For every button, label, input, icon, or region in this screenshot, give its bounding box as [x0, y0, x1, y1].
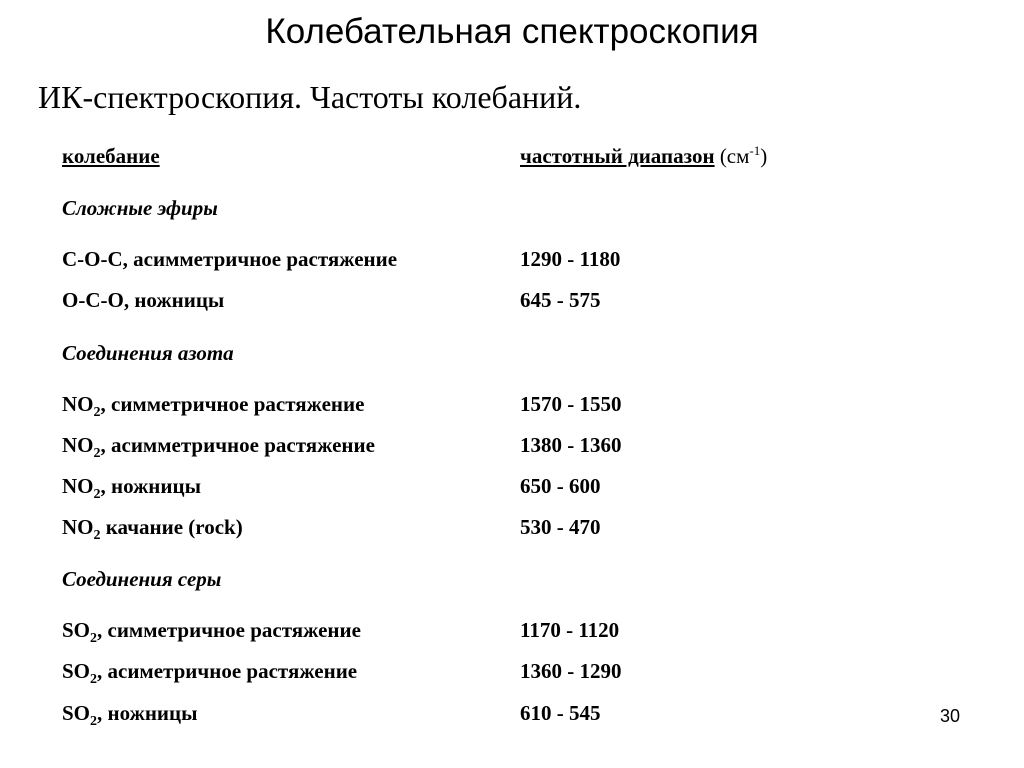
- formula-subscript: 2: [93, 405, 101, 420]
- frequency-range: 650 - 600: [520, 474, 601, 498]
- vibration-type: , асимметричное растяжение: [100, 433, 375, 457]
- vibration-name: [62, 656, 357, 686]
- formula: NO: [62, 433, 94, 457]
- frequency-range: 1170 - 1120: [520, 618, 620, 642]
- formula: SO: [62, 701, 91, 725]
- column-header-vibration: колебание: [62, 144, 160, 168]
- formula-subscript: 2: [90, 631, 98, 646]
- unit-open: (см: [719, 144, 750, 168]
- frequency-range: 1290 - 1180: [520, 247, 621, 271]
- frequency-unit: [720, 144, 767, 168]
- formula: SO: [62, 659, 91, 683]
- page-number: 30: [939, 706, 960, 726]
- vibration-name: [62, 615, 361, 645]
- vibration-name: [62, 698, 198, 728]
- vibration-type: качание (rock): [100, 515, 243, 539]
- formula: NO: [62, 392, 94, 416]
- formula: NO: [62, 515, 94, 539]
- vibration-name: C-O-C, асимметричное растяжение: [62, 247, 398, 271]
- formula-subscript: 2: [93, 528, 101, 543]
- slide-title: Колебательная спектроскопия: [265, 12, 759, 51]
- formula: NO: [62, 474, 94, 498]
- column-header-frequency: [520, 141, 767, 171]
- formula-subscript: 2: [93, 446, 101, 461]
- vibration-name: [62, 430, 375, 460]
- formula: SO: [62, 618, 91, 642]
- section-label: Соединения серы: [62, 567, 222, 591]
- frequency-range: 1360 - 1290: [520, 659, 622, 683]
- column-header-frequency-label: частотный диапазон: [520, 144, 715, 168]
- vibration-type: , ножницы: [97, 701, 198, 725]
- unit-close: ): [760, 144, 768, 168]
- formula-subscript: 2: [93, 487, 101, 502]
- vibration-type: , асиметричное растяжение: [97, 659, 358, 683]
- vibration-type: , ножницы: [100, 474, 201, 498]
- vibration-name: [62, 512, 243, 542]
- unit-exponent: -1: [749, 143, 761, 158]
- frequency-range: 1570 - 1550: [520, 392, 622, 416]
- frequency-range: 645 - 575: [520, 288, 601, 312]
- slide-subtitle: ИК-спектроскопия. Частоты колебаний.: [38, 79, 582, 115]
- vibration-name: O-C-O, ножницы: [62, 288, 225, 312]
- formula-subscript: 2: [90, 672, 98, 687]
- section-label: Соединения азота: [62, 341, 234, 365]
- frequency-range: 530 - 470: [520, 515, 601, 539]
- frequency-range: 610 - 545: [520, 701, 601, 725]
- vibration-type: , симметричное растяжение: [100, 392, 365, 416]
- frequency-range: 1380 - 1360: [520, 433, 622, 457]
- vibration-name: [62, 389, 364, 419]
- vibration-type: , симметричное растяжение: [97, 618, 361, 642]
- formula-subscript: 2: [90, 714, 98, 729]
- vibration-name: [62, 471, 201, 501]
- section-label: Сложные эфиры: [62, 196, 218, 220]
